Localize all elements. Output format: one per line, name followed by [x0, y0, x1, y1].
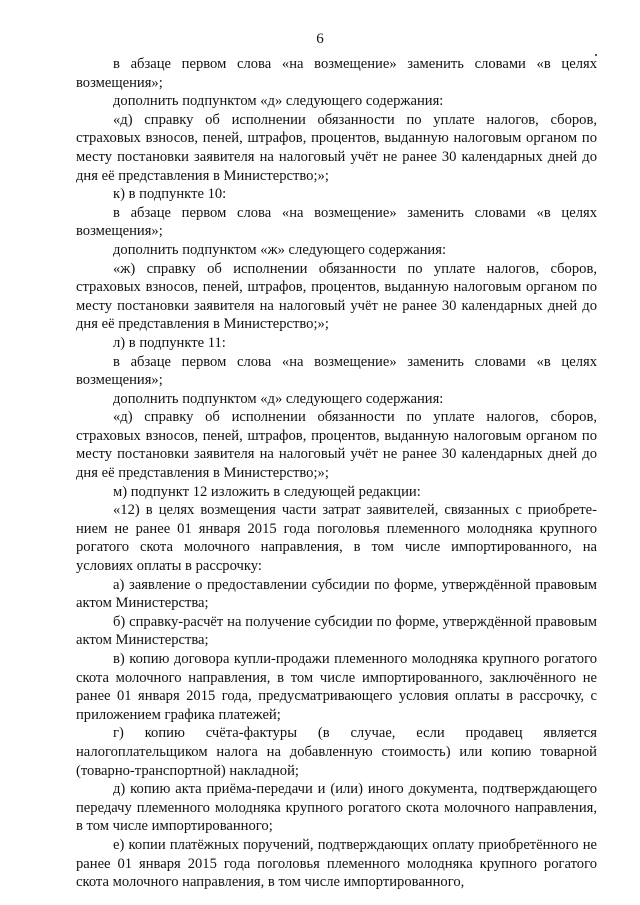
paragraph: дополнить подпунктом «д» следующего содержания:	[113, 390, 444, 407]
paragraph: л) в подпункте 11:	[113, 334, 226, 351]
paragraph: в) копию договора купли-продажи племенного молодняка крупного рогатого скота молочного направления, в том числе импортированного, заключённого не ранее 01 января 2015 года, предусматривающего условия оплаты в рассрочку, с приложением графика платежей;	[76, 651, 597, 723]
paragraph: «12) в целях возмещения части затрат заявителей, связанных с приобретением не ранее 01 января 2015 года поголовья племенного молодняка крупного рогатого скота молочного направления, в том числе импортированного, на условиях оплаты в рассрочку:	[76, 502, 597, 575]
paragraph: в абзаце первом слова «на возмещение» заменить словами «в целях возмещения»;	[76, 56, 597, 91]
paragraph: «д) справку об исполнении обязанности по уплате налогов, сборов, страховых взносов, пеней, штрафов, процентов, выданную налоговым органом по месту постановки заявителя на налоговый учёт не ранее 30 календарных дней до дня её представления в Министерство;»;	[76, 409, 597, 482]
paragraph: м) подпункт 12 изложить в следующей редакции:	[113, 483, 421, 500]
page-number: 6	[316, 31, 324, 47]
paragraph: «ж) справку об исполнении обязанности по уплате налогов, сборов, страховых взносов, пеней, штрафов, процентов, выданную налоговым органом по месту постановки заявителя на налоговый учёт не ранее 30 календарных дней до дня её представления в Министерство;»;	[76, 260, 597, 333]
document-body	[76, 55, 597, 892]
paragraph: а) заявление о предоставлении субсидии по форме, утверждённой правовым актом Министерства;	[76, 576, 597, 612]
paragraph: в абзаце первом слова «на возмещение» заменить словами «в целях возмещения»;	[76, 204, 597, 240]
paragraph: б) справку-расчёт на получение субсидии по форме, утверждённой правовым актом Министерства;	[76, 613, 597, 649]
paragraph: «д) справку об исполнении обязанности по уплате налогов, сборов, страховых взносов, пеней, штрафов, процентов, выданную налоговым органом по месту постановки заявителя на налоговый учёт не ранее 30 календарных дней до дня её представления в Министерство;»;	[76, 111, 597, 184]
paragraph: д) копию акта приёма-передачи и (или) иного документа, подтверждающего передачу племенного молодняка крупного рогатого скота молочного направления, в том числе импортированного;	[76, 781, 597, 835]
paragraph: в абзаце первом слова «на возмещение» заменить словами «в целях возмещения»;	[76, 353, 597, 389]
paragraph: дополнить подпунктом «ж» следующего содержания:	[113, 241, 447, 258]
paragraph: г) копию счёта-фактуры (в случае, если продавец является налогоплательщиком налога на добавленную стоимость) или копию товарной (товарно-транспортной) накладной;	[76, 725, 597, 779]
paragraph: дополнить подпунктом «д» следующего содержания:	[113, 93, 444, 110]
paragraph: е) копии платёжных поручений, подтверждающих оплату приобретённого не ранее 01 января 2015 года поголовья племенного молодняка крупного рогатого скота молочного направления, в том числе импортированного,	[76, 836, 597, 891]
paragraph: к) в подпункте 10:	[113, 186, 227, 203]
